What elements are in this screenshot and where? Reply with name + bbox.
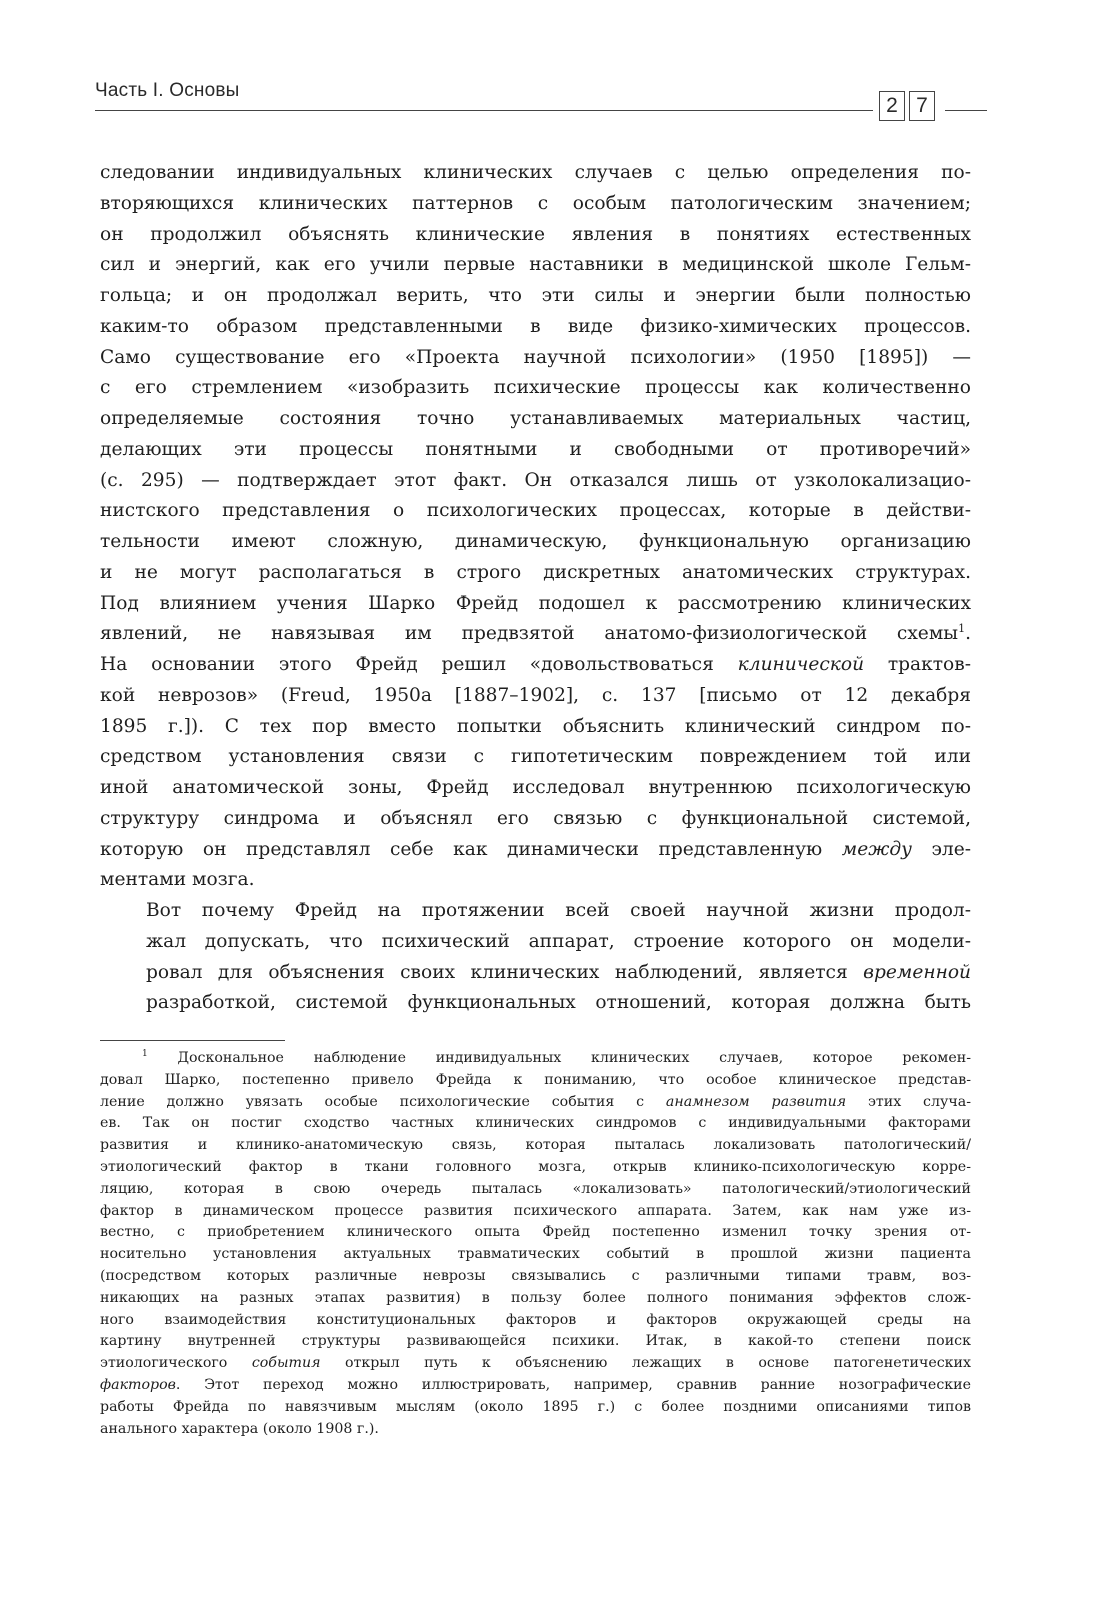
text-line: [100, 619, 971, 650]
text-line: [100, 958, 971, 989]
footnote-marker: 1: [142, 1049, 148, 1059]
text-line: фактор в динамическом процессе развития психического аппарата. Затем, как нам уже из-: [100, 1202, 971, 1219]
text-line: нистского представления о психологических процессах, которые в действи-: [100, 500, 971, 522]
text-line: ев. Так он постиг сходство частных клинических синдромов с индивидуальными факторами: [100, 1115, 971, 1132]
text-line: ляцию, которая в свою очередь пыталась «локализовать» патологический/этиологический: [100, 1180, 971, 1197]
text-line: [100, 650, 971, 681]
text-line: и не могут располагаться в строго дискретных анатомических структурах.: [100, 561, 971, 583]
text-line: с его стремлением «изобразить психические процессы как количественно: [100, 377, 971, 399]
emphasis: факторов: [100, 1376, 176, 1393]
footnote-ref: 1: [958, 622, 966, 636]
text-fragment: ровал для объяснения своих клинических наблюдений, является: [146, 961, 864, 983]
text-fragment: явлений, не навязывая им предвзятой анатомо-физиологической схемы: [100, 623, 959, 645]
running-head: Часть I. Основы: [95, 80, 240, 101]
emphasis: временной: [863, 961, 971, 983]
footnote-separator: [100, 1040, 285, 1041]
header-rule-left: [95, 110, 873, 111]
emphasis: анамнезом развития: [665, 1093, 847, 1110]
text-line: он продолжил объяснять клинические явления в понятиях естественных: [100, 223, 971, 245]
text-line: каким-то образом представленными в виде физико-химических процессов.: [100, 315, 971, 337]
page-number: [879, 91, 939, 121]
text-line: вестно, с приобретением клинического опыта Фрейд постепенно изменил точку зрения от-: [100, 1224, 971, 1241]
text-line: сил и энергий, как его учили первые наставники в медицинской школе Гельм-: [100, 254, 971, 276]
text-line: вторяющихся клинических паттернов с особым патологическим значением;: [100, 192, 971, 214]
text-line: работы Фрейда по навязчивым мыслям (около 1895 г.) с более поздними описаниями типов: [100, 1398, 971, 1415]
text-line: 1895 г.]). С тех пор вместо попытки объяснить клинический синдром по-: [100, 715, 971, 737]
emphasis: события: [251, 1355, 321, 1372]
text-line: картину внутренней структуры развивающейся психики. Итак, в какой-то степени поиск: [100, 1333, 971, 1350]
emphasis: клинической: [737, 654, 865, 675]
paragraph-2: [100, 896, 971, 1019]
text-line: никающих на разных этапах развития) в пользу более полного понимания эффектов слож-: [100, 1289, 971, 1306]
text-line: носительно установления актуальных травматических событий в прошлой жизни пациента: [100, 1246, 971, 1263]
text-line: следовании индивидуальных клинических случаев с целью определения по-: [100, 162, 971, 183]
text-line: [100, 1375, 971, 1397]
page-number-digit: 7: [909, 91, 935, 121]
text-line: (посредством которых различные неврозы связывались с различными типами травм, воз-: [100, 1267, 971, 1284]
text-line: довал Шарко, постепенно привело Фрейда к пониманию, что особое клиническое представ-: [100, 1071, 971, 1088]
text-line: развития и клинико-анатомическую связь, которая пыталась локализовать патологический/: [100, 1137, 971, 1154]
text-fragment: эле-: [911, 838, 971, 860]
text-line: определяемые состояния точно устанавливаемых материальных частиц,: [100, 408, 971, 429]
text-line: иной анатомической зоны, Фрейд исследовал внутреннюю психологическую: [100, 777, 971, 798]
text-line: структуру синдрома и объяснял его связью с функциональной системой,: [100, 807, 971, 829]
text-line: гольца; и он продолжал верить, что эти силы и энергии были полностью: [100, 285, 971, 306]
text-line: анального характера (около 1908 г.).: [100, 1420, 379, 1437]
text-line: ного взаимодействия конституциональных факторов и факторов окружающей среды на: [100, 1311, 971, 1328]
text-line: кой неврозов» (Freud, 1950a [1887–1902], с. 137 [письмо от 12 декабря: [100, 684, 971, 706]
text-fragment: которую он представлял себе как динамически представленную: [100, 838, 842, 860]
text-fragment: На основании этого Фрейд решил «довольствоваться: [100, 654, 738, 675]
text-line: [100, 835, 971, 866]
footnote: [100, 1048, 971, 1440]
paragraph-1: [100, 158, 971, 896]
text-line: тельности имеют сложную, динамическую, функциональную организацию: [100, 531, 971, 552]
emphasis: между: [841, 838, 912, 860]
main-text: [100, 158, 971, 1019]
page-number-digit: 2: [879, 91, 905, 121]
text-line: Само существование его «Проекта научной психологии» (1950 [1895]) —: [100, 346, 971, 368]
text-line: средством установления связи с гипотетическим повреждением той или: [100, 746, 971, 768]
text-line: делающих эти процессы понятными и свободными от противоречий»: [100, 438, 971, 460]
text-fragment: этиологического: [100, 1355, 252, 1372]
page-header: [95, 80, 987, 120]
text-line: Под влиянием учения Шарко Фрейд подошел к рассмотрению клинических: [100, 592, 971, 614]
text-line: ментами мозга.: [100, 869, 255, 891]
text-line: (с. 295) — подтверждает этот факт. Он отказался лишь от узколокализацио-: [100, 469, 971, 491]
text-line: [100, 1092, 971, 1114]
text-line: жал допускать, что психический аппарат, строение которого он модели-: [146, 930, 971, 952]
header-rule-right: [945, 110, 987, 111]
text-fragment: открыл путь к объяснению лежащих в основе патогенетических: [320, 1355, 971, 1372]
text-fragment: этих случа-: [846, 1093, 971, 1110]
text-fragment: .: [965, 623, 971, 645]
text-line: [100, 1048, 971, 1070]
text-line: разработкой, системой функциональных отношений, которая должна быть: [146, 992, 971, 1014]
text-fragment: . Этот переход можно иллюстрировать, например, сравнив ранние нозографические: [175, 1376, 971, 1393]
text-line: [100, 1353, 971, 1375]
text-fragment: трактов-: [864, 654, 971, 675]
text-fragment: Доскональное наблюдение индивидуальных клинических случаев, которое рекомен-: [147, 1050, 971, 1066]
text-line: Вот почему Фрейд на протяжении всей своей научной жизни продол-: [146, 900, 971, 921]
text-fragment: ление должно увязать особые психологические события с: [100, 1093, 666, 1110]
text-line: этиологический фактор в ткани головного мозга, открыв клинико-психологическую корре-: [100, 1158, 971, 1175]
